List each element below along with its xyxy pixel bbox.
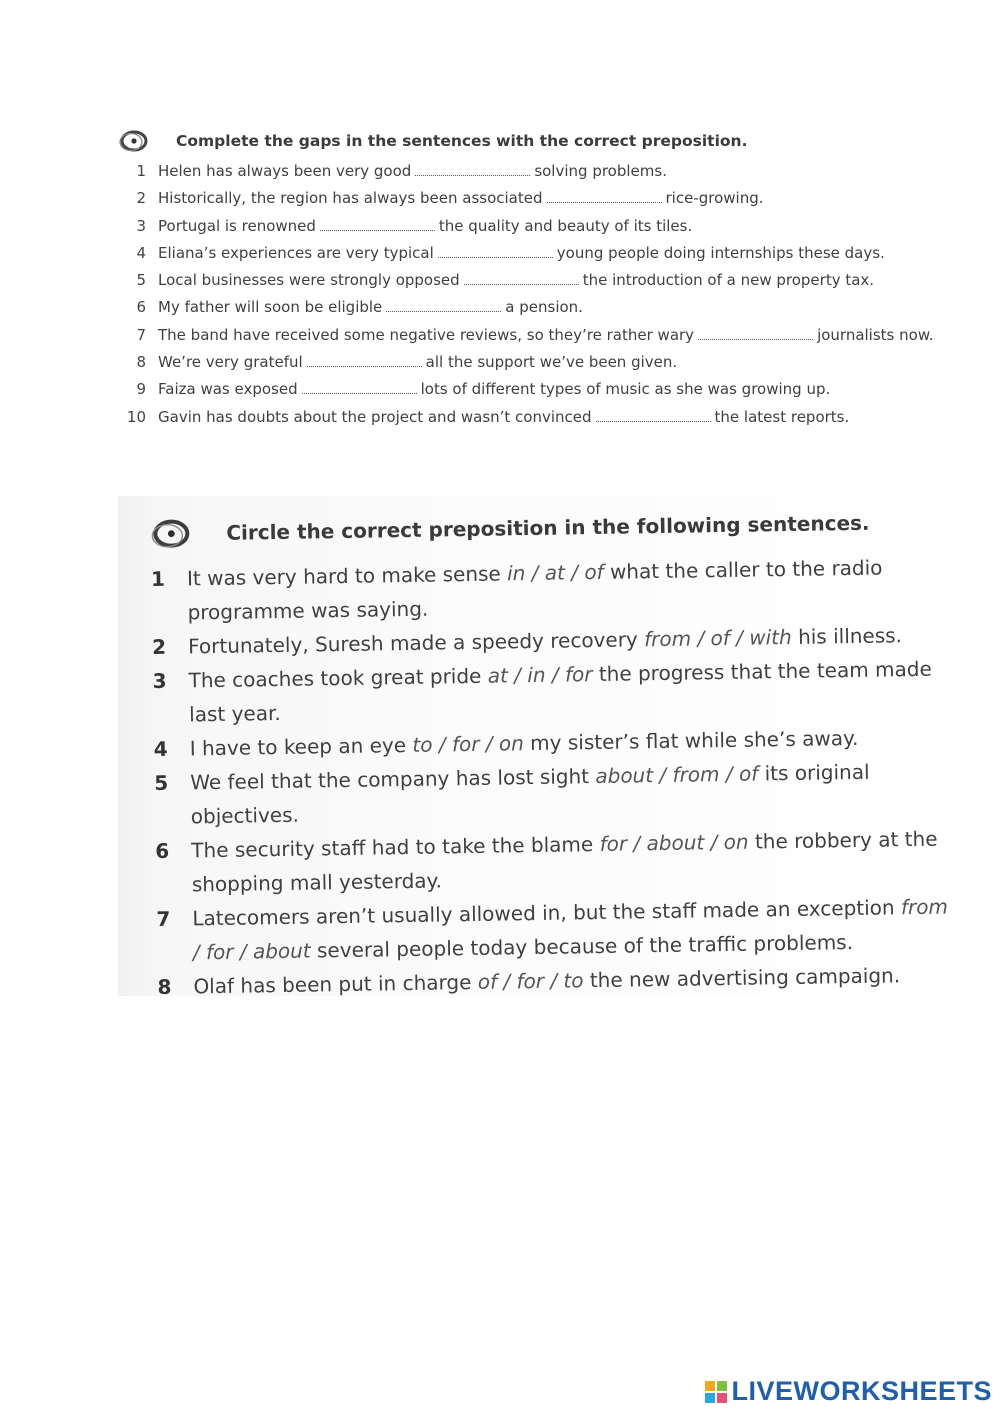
sentence-end: the introduction of a new property tax.	[582, 271, 875, 290]
sentence-item	[118, 162, 968, 189]
exercise-header	[118, 124, 968, 158]
sentence-end: the robbery at the shopping mall yesterday.	[191, 826, 938, 897]
sentence-item	[156, 889, 977, 970]
sentence-end: solving problems.	[534, 162, 667, 180]
sentence-text	[190, 753, 951, 833]
sentence-list	[151, 549, 978, 1004]
sentence-item	[155, 821, 976, 902]
item-number: 4	[136, 243, 146, 262]
item-number: 8	[157, 974, 172, 999]
item-number: 7	[136, 325, 146, 344]
sentence-text	[191, 821, 952, 901]
preposition-options[interactable]: to / for / on	[412, 731, 525, 757]
answer-gap[interactable]	[596, 411, 711, 422]
sentence-end: a pension.	[505, 298, 583, 317]
answer-gap[interactable]	[386, 301, 501, 312]
sentence-start: Fortunately, Suresh made a speedy recovery	[187, 627, 638, 659]
item-number: 10	[126, 407, 146, 426]
sentence-item	[118, 244, 968, 271]
liveworksheets-logo	[705, 1376, 992, 1407]
sentence-text	[187, 549, 948, 629]
answer-gap[interactable]	[302, 383, 417, 394]
sentence-item	[118, 189, 968, 216]
item-number: 3	[136, 216, 146, 235]
sentence-start: My father will soon be eligible	[158, 298, 383, 317]
item-number: 6	[136, 298, 146, 317]
sentence-end: lots of different types of music as she was growing up.	[420, 380, 831, 399]
sentence-end: rice-growing.	[665, 189, 764, 208]
item-number: 6	[155, 838, 170, 863]
sentence-item	[152, 651, 973, 732]
sentence-end: journalists now.	[817, 325, 934, 344]
sentence-start: It was very hard to make sense	[186, 561, 501, 591]
gap-fill-exercise	[118, 124, 968, 435]
sentence-start: The band have received some negative reviews, so they’re rather wary	[158, 325, 695, 344]
preposition-options[interactable]: in / at / of	[506, 559, 604, 586]
exercise-title: Complete the gaps in the sentences with the correct preposition.	[176, 132, 748, 150]
sentence-item	[118, 326, 968, 353]
answer-gap[interactable]	[547, 192, 662, 203]
sentence-start: We feel that the company has lost sight	[190, 764, 590, 795]
answer-gap[interactable]	[415, 165, 530, 176]
sentence-end: the progress that the team made last year.	[188, 656, 932, 727]
preposition-options[interactable]: from / of / with	[643, 624, 792, 652]
preposition-options[interactable]: at / in / for	[487, 662, 593, 688]
preposition-options[interactable]: from / for / about	[192, 894, 949, 965]
item-number: 2	[136, 189, 146, 208]
sentence-item	[118, 217, 968, 244]
sentence-text	[188, 651, 949, 731]
sentence-end: all the support we’ve been given.	[425, 353, 678, 372]
answer-gap[interactable]	[464, 274, 579, 285]
sentence-start: Faiza was exposed	[158, 380, 298, 399]
circle-preposition-exercise	[150, 499, 978, 1004]
sentence-end: its original objectives.	[190, 759, 870, 829]
sentence-item	[154, 753, 975, 834]
preposition-options[interactable]: for / about / on	[599, 829, 749, 856]
sentence-list	[118, 162, 968, 435]
answer-gap[interactable]	[320, 220, 435, 231]
sentence-end: the quality and beauty of its tiles.	[438, 216, 693, 235]
sentence-end: several people today because of the traffic problems.	[316, 930, 854, 963]
sentence-start: Latecomers aren’t usually allowed in, but the staff made an exception	[192, 895, 895, 931]
sentence-start: Eliana’s experiences are very typical	[158, 243, 434, 262]
sentence-item	[118, 271, 968, 298]
target-icon	[150, 517, 190, 550]
item-number: 5	[154, 770, 169, 795]
sentence-item	[118, 380, 968, 407]
answer-gap[interactable]	[698, 329, 813, 340]
sentence-end: his illness.	[797, 623, 903, 649]
sentence-start: Portugal is renowned	[158, 216, 316, 235]
item-number: 4	[153, 736, 168, 761]
logo-text: LIVEWORKSHEETS	[731, 1376, 992, 1406]
sentence-item	[151, 549, 972, 630]
sentence-text	[192, 889, 953, 969]
sentence-start: The security staff had to take the blame	[191, 832, 594, 863]
exercise-title: Circle the correct preposition in the following sentences.	[226, 510, 870, 545]
item-number: 7	[156, 906, 171, 931]
sentence-item	[118, 353, 968, 380]
sentence-end: what the caller to the radio programme was saying.	[187, 555, 883, 625]
sentence-start: I have to keep an eye	[189, 733, 407, 761]
sentence-start: Historically, the region has always been associated	[158, 189, 543, 208]
sentence-item	[118, 298, 968, 325]
item-number: 1	[136, 162, 146, 180]
sentence-start: We’re very grateful	[158, 353, 303, 372]
sentence-start: Gavin has doubts about the project and wasn’t convinced	[158, 407, 592, 426]
item-number: 2	[151, 634, 167, 659]
sentence-end: the new advertising campaign.	[589, 963, 901, 993]
preposition-options[interactable]: about / from / of	[595, 761, 759, 789]
logo-blocks-icon	[705, 1381, 727, 1403]
sentence-start: The coaches took great pride	[188, 663, 482, 693]
item-number: 8	[136, 353, 146, 372]
sentence-start: Helen has always been very good	[158, 162, 412, 180]
item-number: 1	[150, 566, 166, 591]
sentence-end: my sister’s flat while she’s away.	[530, 725, 859, 756]
item-number: 5	[136, 271, 146, 290]
item-number: 9	[136, 380, 146, 399]
sentence-end: young people doing internships these days.	[556, 243, 885, 262]
sentence-start: Local businesses were strongly opposed	[158, 271, 460, 290]
target-icon	[118, 129, 148, 153]
answer-gap[interactable]	[438, 247, 553, 258]
sentence-start: Olaf has been put in charge	[193, 970, 472, 999]
item-number: 3	[152, 668, 167, 693]
sentence-end: the latest reports.	[714, 407, 850, 426]
preposition-options[interactable]: of / for / to	[477, 968, 584, 994]
sentence-item	[118, 408, 968, 435]
answer-gap[interactable]	[307, 356, 422, 367]
